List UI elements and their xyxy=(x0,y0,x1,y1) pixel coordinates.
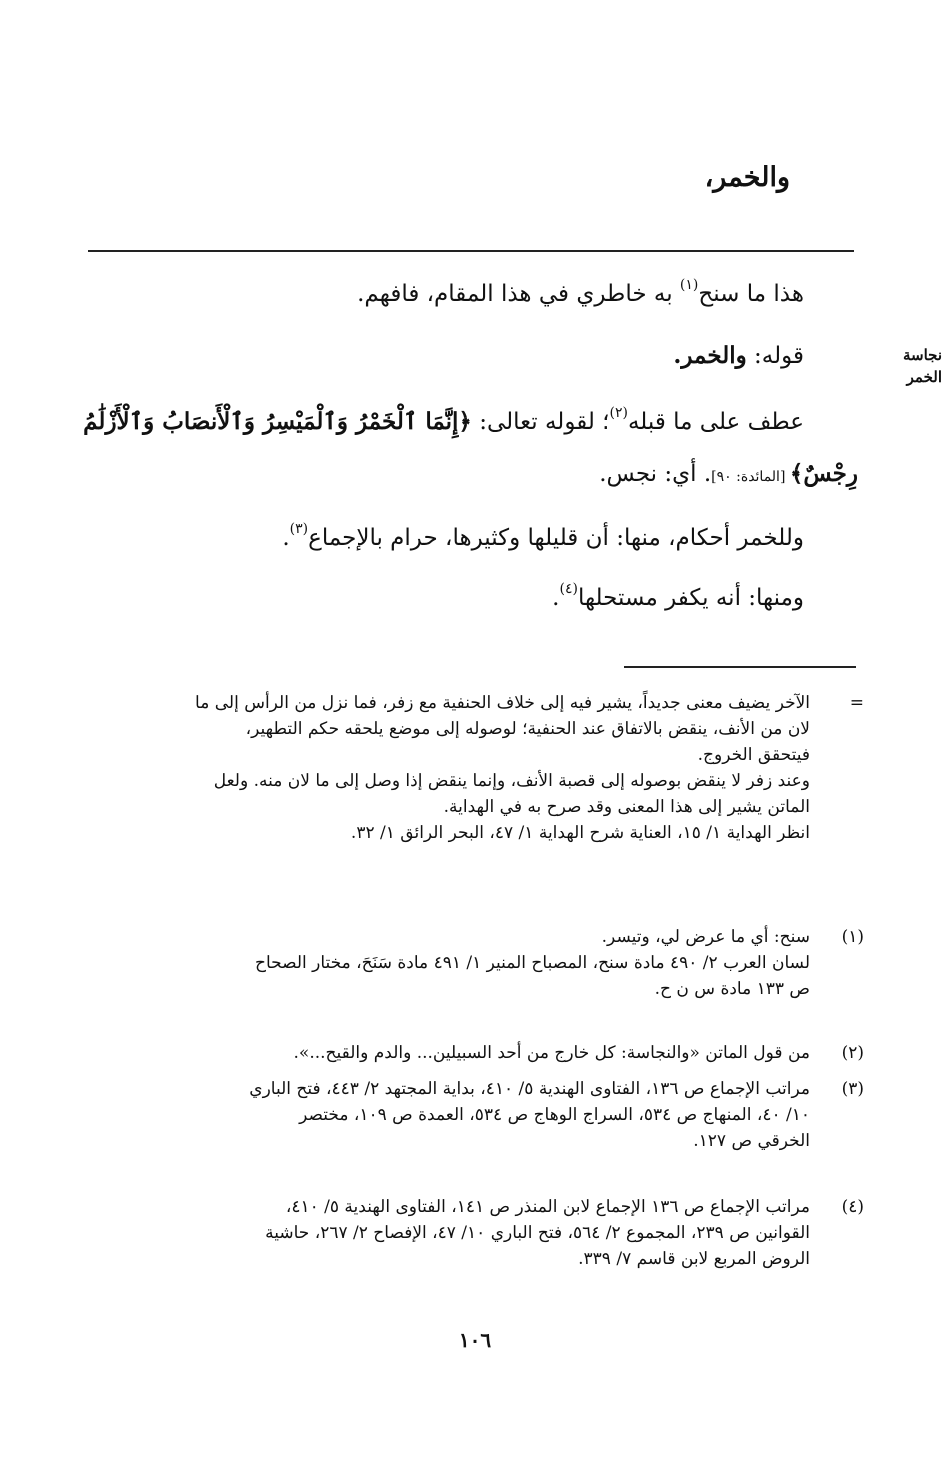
quran-verse: ﴿إِنَّمَا ٱلْخَمْرُ وَٱلْمَيْسِرُ وَٱلْأَنصَابُ وَٱلْأَزْلَٰمُ xyxy=(83,408,472,435)
matn-quote: والخمر. xyxy=(673,342,747,369)
body-text: وللخمر أحكام، منها: أن قليلها وكثيرها، حرام بالإجماع xyxy=(308,525,804,551)
footnote-line: مراتب الإجماع ص ١٣٦، الفتاوى الهندية ٥/ ٤١٠، بداية المجتهد ٢/ ٤٤٣، فتح الباري xyxy=(249,1079,810,1099)
footnote-line: الروض المربع لابن قاسم ٧/ ٣٣٩. xyxy=(578,1249,810,1269)
body-text: ومنها: أنه يكفر مستحلها xyxy=(577,585,804,611)
footnote-rule xyxy=(624,666,856,668)
body-text: . أي: نجس. xyxy=(599,461,712,487)
body-text: قوله: xyxy=(746,343,804,369)
footnote-continuation-marker: = xyxy=(849,693,864,713)
body-line-6 xyxy=(88,580,804,616)
footnote-number-2: (٢) xyxy=(841,1043,864,1063)
footnote-line: سنح: أي ما عرض لي، وتيسر. xyxy=(601,927,810,947)
body-text: ؛ لقوله تعالى: xyxy=(471,409,610,435)
footnote-line: مراتب الإجماع ص ١٣٦ الإجماع لابن المنذر ص ١٤١، الفتاوى الهندية ٥/ ٤١٠، xyxy=(285,1197,810,1217)
quran-verse: رِجْسٌ﴾ xyxy=(789,460,858,487)
footnote-line: الخرقي ص ١٢٧. xyxy=(693,1131,810,1151)
footnote-mark-1[interactable]: (١) xyxy=(679,277,699,293)
footnote-number-3: (٣) xyxy=(841,1079,864,1099)
footnote-mark-2[interactable]: (٢) xyxy=(609,405,628,421)
footnote-line: ١٠/ ٤٠، المنهاج ص ٥٣٤، السراج الوهاج ص ٥٣٤، العمدة ص ١٠٩، مختصر xyxy=(299,1105,810,1125)
verse-reference: [المائدة: ٩٠] xyxy=(711,469,790,485)
footnote-line: القوانين ص ٢٣٩، المجموع ٢/ ٥٦٤، فتح الباري ١٠/ ٤٧، الإفصاح ٢/ ٢٦٧، حاشية xyxy=(265,1223,810,1243)
footnote-3 xyxy=(92,1076,810,1154)
footnote-mark-4[interactable]: (٤) xyxy=(559,581,578,597)
body-text: عطف على ما قبله xyxy=(627,409,804,435)
body-line-5 xyxy=(88,520,804,556)
footnote-number-1: (١) xyxy=(841,927,864,947)
body-line-1 xyxy=(88,276,804,312)
body-text: . xyxy=(552,585,560,611)
footnote-continuation xyxy=(92,690,810,846)
margin-note-line-1: نجاسة xyxy=(902,346,942,364)
body-text: به خاطري في هذا المقام، فافهم. xyxy=(357,281,680,307)
footnote-line: لسان العرب ٢/ ٤٩٠ مادة سنح، المصباح المنير ١/ ٤٩١ مادة سَنَحَ، مختار الصحاح xyxy=(254,953,810,973)
footnote-line: انظر الهداية ١/ ١٥، العناية شرح الهداية ١/ ٤٧، البحر الرائق ١/ ٣٢. xyxy=(350,823,810,843)
body-text: . xyxy=(282,525,290,551)
footnote-mark-3[interactable]: (٣) xyxy=(289,521,309,537)
footnote-line: الماتن يشير إلى هذا المعنى وقد صرح به في الهداية. xyxy=(443,797,810,817)
body-line-4 xyxy=(60,456,858,495)
header-rule xyxy=(88,250,854,252)
margin-note xyxy=(872,344,942,388)
footnote-4 xyxy=(92,1194,810,1272)
body-line-2 xyxy=(88,338,804,374)
footnote-number-4: (٤) xyxy=(841,1197,864,1217)
body-text: هذا ما سنح xyxy=(698,281,804,307)
footnote-2 xyxy=(92,1040,810,1066)
section-heading: والخمر، xyxy=(704,162,790,193)
footnote-1 xyxy=(92,924,810,1002)
footnote-line: فيتحقق الخروج. xyxy=(697,745,810,765)
footnote-line: ص ١٣٣ مادة س ن ح. xyxy=(654,979,810,999)
page-number: ١٠٦ xyxy=(458,1328,492,1352)
footnote-line: وعند زفر لا ينقض بوصوله إلى قصبة الأنف، وإنما ينقض إذا وصل إلى ما لان منه. ولعل xyxy=(213,771,810,791)
footnote-line: لان من الأنف، ينقض بالاتفاق عند الحنفية؛ لوصوله إلى موضع يلحقه حكم التطهير، xyxy=(245,719,810,739)
footnote-line: من قول الماتن «والنجاسة: كل خارج من أحد السبيلين... والدم والقيح...». xyxy=(293,1043,810,1063)
body-line-3 xyxy=(60,404,804,440)
margin-note-line-2: الخمر xyxy=(906,368,942,386)
footnote-line: الآخر يضيف معنى جديداً، يشير فيه إلى خلاف الحنفية مع زفر، فما نزل من الرأس إلى ما xyxy=(195,693,810,713)
